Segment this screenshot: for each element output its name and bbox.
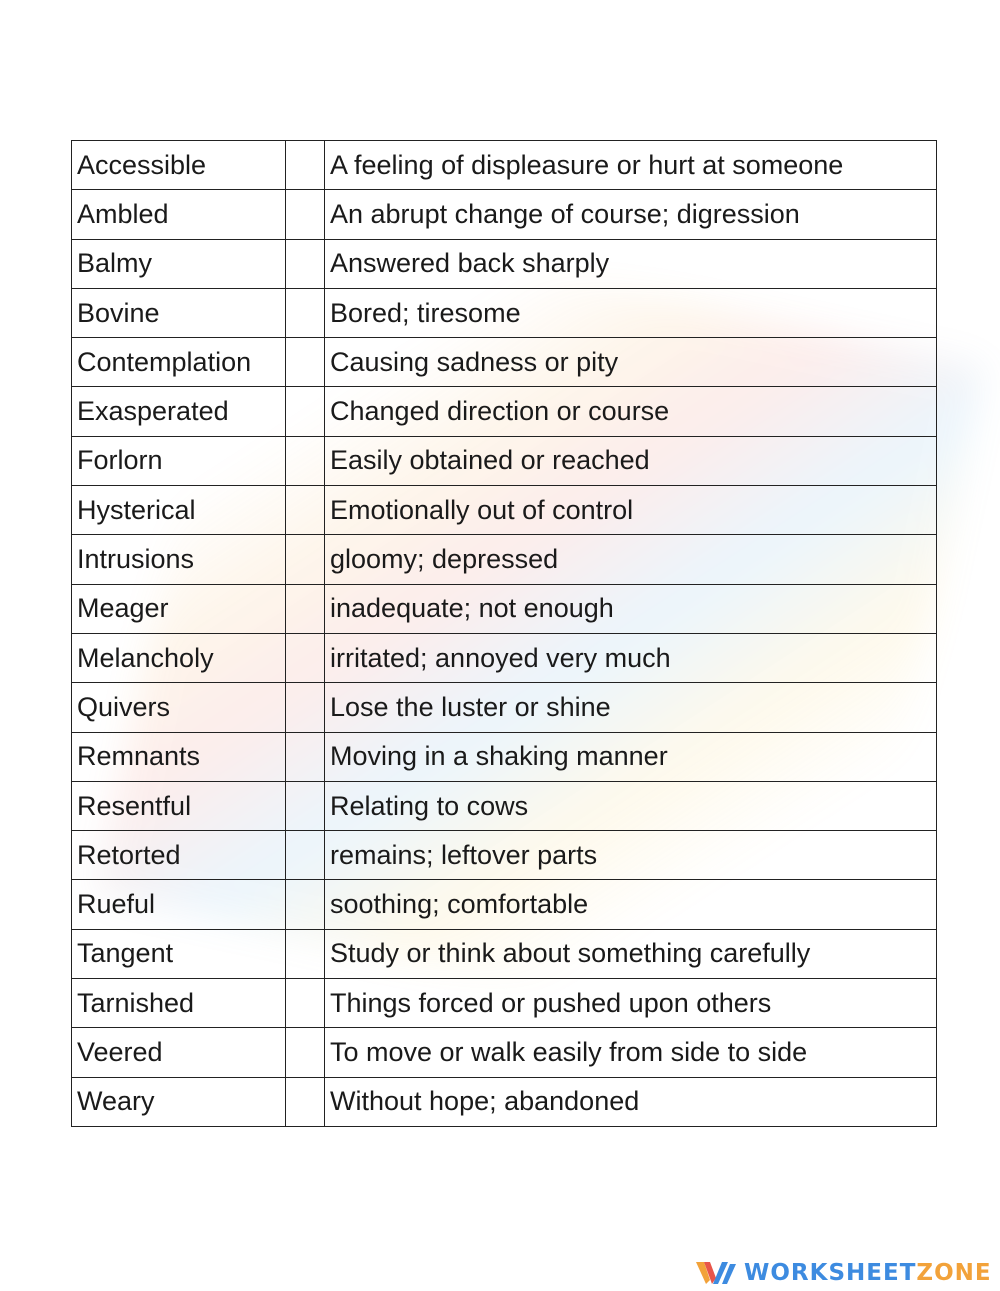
vocab-definition: Lose the luster or shine xyxy=(325,683,937,732)
logo-text-worksheet: WORKSHEET xyxy=(744,1260,917,1286)
vocab-definition: Bored; tiresome xyxy=(325,288,937,337)
answer-blank[interactable] xyxy=(286,1028,325,1077)
vocab-word: Veered xyxy=(72,1028,286,1077)
vocab-word: Forlorn xyxy=(72,436,286,485)
table-row xyxy=(72,1028,937,1077)
table-row xyxy=(72,535,937,584)
answer-blank[interactable] xyxy=(286,929,325,978)
table-row xyxy=(72,584,937,633)
vocab-word: Balmy xyxy=(72,239,286,288)
answer-blank[interactable] xyxy=(286,683,325,732)
vocab-word: Intrusions xyxy=(72,535,286,584)
answer-blank[interactable] xyxy=(286,436,325,485)
vocab-word: Resentful xyxy=(72,781,286,830)
vocab-word: Quivers xyxy=(72,683,286,732)
table-row xyxy=(72,929,937,978)
answer-blank[interactable] xyxy=(286,831,325,880)
answer-blank[interactable] xyxy=(286,584,325,633)
answer-blank[interactable] xyxy=(286,732,325,781)
answer-blank[interactable] xyxy=(286,486,325,535)
vocab-definition: Changed direction or course xyxy=(325,387,937,436)
vocabulary-table-body xyxy=(72,141,937,1127)
table-row xyxy=(72,387,937,436)
vocab-definition: soothing; comfortable xyxy=(325,880,937,929)
table-row xyxy=(72,338,937,387)
answer-blank[interactable] xyxy=(286,141,325,190)
vocab-definition: irritated; annoyed very much xyxy=(325,633,937,682)
table-row xyxy=(72,683,937,732)
vocab-word: Rueful xyxy=(72,880,286,929)
worksheetzone-logo xyxy=(696,1258,992,1288)
table-row xyxy=(72,880,937,929)
table-row xyxy=(72,436,937,485)
answer-blank[interactable] xyxy=(286,880,325,929)
vocab-definition: Answered back sharply xyxy=(325,239,937,288)
table-row xyxy=(72,486,937,535)
vocab-word: Bovine xyxy=(72,288,286,337)
logo-text-zone: ZONE xyxy=(916,1260,992,1286)
answer-blank[interactable] xyxy=(286,633,325,682)
vocab-definition: An abrupt change of course; digression xyxy=(325,190,937,239)
vocab-definition: Causing sadness or pity xyxy=(325,338,937,387)
vocabulary-matching-table xyxy=(71,140,937,1127)
vocab-definition: Study or think about something carefully xyxy=(325,929,937,978)
vocab-definition: inadequate; not enough xyxy=(325,584,937,633)
answer-blank[interactable] xyxy=(286,338,325,387)
table-row xyxy=(72,633,937,682)
vocab-word: Contemplation xyxy=(72,338,286,387)
vocab-definition: gloomy; depressed xyxy=(325,535,937,584)
vocab-word: Ambled xyxy=(72,190,286,239)
worksheetzone-wordmark xyxy=(744,1260,992,1286)
vocab-definition: To move or walk easily from side to side xyxy=(325,1028,937,1077)
vocab-definition: Relating to cows xyxy=(325,781,937,830)
answer-blank[interactable] xyxy=(286,190,325,239)
vocab-word: Exasperated xyxy=(72,387,286,436)
vocab-word: Retorted xyxy=(72,831,286,880)
vocab-word: Meager xyxy=(72,584,286,633)
table-row xyxy=(72,781,937,830)
answer-blank[interactable] xyxy=(286,387,325,436)
answer-blank[interactable] xyxy=(286,1077,325,1126)
table-row xyxy=(72,239,937,288)
answer-blank[interactable] xyxy=(286,239,325,288)
vocab-word: Weary xyxy=(72,1077,286,1126)
vocab-word: Hysterical xyxy=(72,486,286,535)
vocab-definition: A feeling of displeasure or hurt at someone xyxy=(325,141,937,190)
vocab-definition: Emotionally out of control xyxy=(325,486,937,535)
answer-blank[interactable] xyxy=(286,535,325,584)
table-row xyxy=(72,141,937,190)
answer-blank[interactable] xyxy=(286,979,325,1028)
worksheetzone-w-icon xyxy=(696,1260,736,1286)
vocab-definition: Without hope; abandoned xyxy=(325,1077,937,1126)
answer-blank[interactable] xyxy=(286,288,325,337)
answer-blank[interactable] xyxy=(286,781,325,830)
table-row xyxy=(72,732,937,781)
vocab-word: Tangent xyxy=(72,929,286,978)
vocab-word: Accessible xyxy=(72,141,286,190)
vocab-word: Tarnished xyxy=(72,979,286,1028)
vocab-word: Melancholy xyxy=(72,633,286,682)
table-row xyxy=(72,190,937,239)
vocab-definition: remains; leftover parts xyxy=(325,831,937,880)
vocab-definition: Things forced or pushed upon others xyxy=(325,979,937,1028)
vocab-word: Remnants xyxy=(72,732,286,781)
table-row xyxy=(72,1077,937,1126)
table-row xyxy=(72,288,937,337)
table-row xyxy=(72,831,937,880)
table-row xyxy=(72,979,937,1028)
vocab-definition: Easily obtained or reached xyxy=(325,436,937,485)
vocab-definition: Moving in a shaking manner xyxy=(325,732,937,781)
